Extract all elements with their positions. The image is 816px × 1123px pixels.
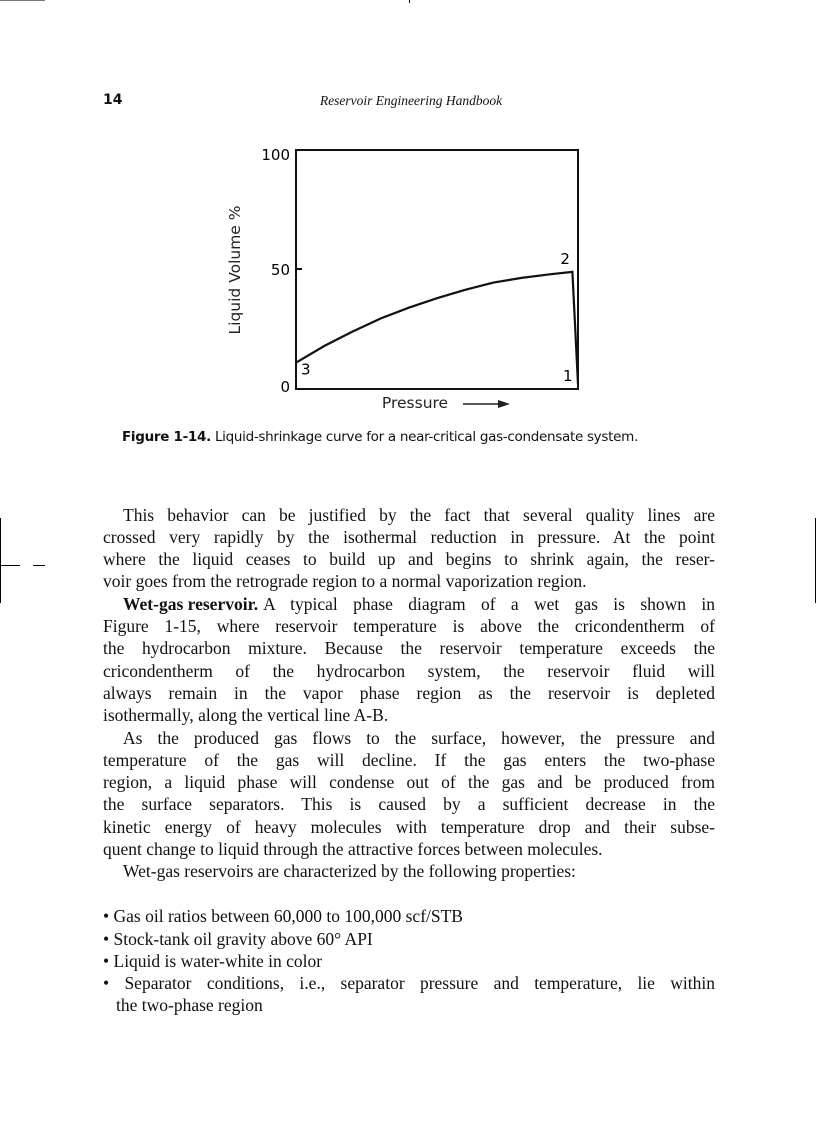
body-line: As the produced gas flows to the surface, however, the pressure and	[123, 728, 715, 748]
caption-text: Liquid-shrinkage curve for a near-critical gas-condensate system.	[210, 429, 638, 445]
crop-mark	[33, 565, 45, 566]
body-line: This behavior can be justified by the fact that several quality lines are	[123, 505, 715, 525]
body-line: the surface separators. This is caused by a sufficient decrease in the	[103, 794, 715, 814]
plot-frame	[296, 150, 578, 389]
running-title: Reservoir Engineering Handbook	[319, 93, 503, 108]
series-line	[296, 272, 578, 384]
liquid-shrinkage-chart	[0, 0, 816, 430]
x-axis-label: Pressure	[381, 394, 449, 412]
page-number: 14	[103, 92, 123, 108]
body-line: the hydrocarbon mixture. Because the reservoir temperature exceeds the	[103, 638, 715, 658]
body-line: crossed very rapidly by the isothermal reduction in pressure. At the point	[103, 527, 715, 547]
y-tick-label-100: 100	[261, 146, 290, 164]
bullet-item: • Separator conditions, i.e., separator pressure and temperature, lie within	[103, 973, 715, 993]
body-line: isothermally, along the vertical line A-B.	[103, 705, 389, 725]
body-line: always remain in the vapor phase region as the reservoir is depleted	[103, 683, 715, 703]
figure-caption	[122, 429, 638, 445]
body-line: kinetic energy of heavy molecules with temperature drop and their subse-	[103, 817, 715, 837]
point-label-3: 3	[301, 360, 311, 379]
arrow-icon	[463, 400, 510, 408]
crop-mark	[0, 518, 1, 603]
body-line: region, a liquid phase will condense out of the gas and be produced from	[103, 772, 715, 792]
body-line	[123, 593, 715, 615]
body-line: where the liquid ceases to build up and begins to shrink again, the reser-	[103, 549, 715, 569]
point-label-1: 1	[563, 367, 573, 386]
y-axis-label: Liquid Volume %	[226, 205, 244, 335]
bullet-item-continuation: the two-phase region	[116, 995, 263, 1015]
body-line-text: A typical phase diagram of a wet gas is shown in	[263, 594, 715, 614]
bullet-item: • Gas oil ratios between 60,000 to 100,000 scf/STB	[103, 906, 463, 926]
point-label-2: 2	[560, 249, 570, 268]
body-line: Figure 1-15, where reservoir temperature is above the cricondentherm of	[103, 616, 715, 636]
body-line: voir goes from the retrograde region to a normal vaporization region.	[103, 571, 587, 591]
body-line: temperature of the gas will decline. If the gas enters the two-phase	[103, 750, 715, 770]
bullet-item: • Liquid is water-white in color	[103, 951, 323, 971]
caption-label: Figure 1-14.	[122, 429, 211, 445]
body-line: cricondentherm of the hydrocarbon system, the reservoir fluid will	[103, 661, 715, 681]
y-tick-label-50: 50	[270, 261, 290, 279]
section-heading: Wet-gas reservoir.	[123, 594, 259, 614]
crop-mark	[0, 565, 20, 566]
y-tick-label-0: 0	[280, 378, 290, 396]
body-line: quent change to liquid through the attractive forces between molecules.	[103, 839, 603, 859]
bullet-item: • Stock-tank oil gravity above 60° API	[103, 929, 373, 949]
body-line: Wet-gas reservoirs are characterized by the following properties:	[123, 861, 576, 881]
